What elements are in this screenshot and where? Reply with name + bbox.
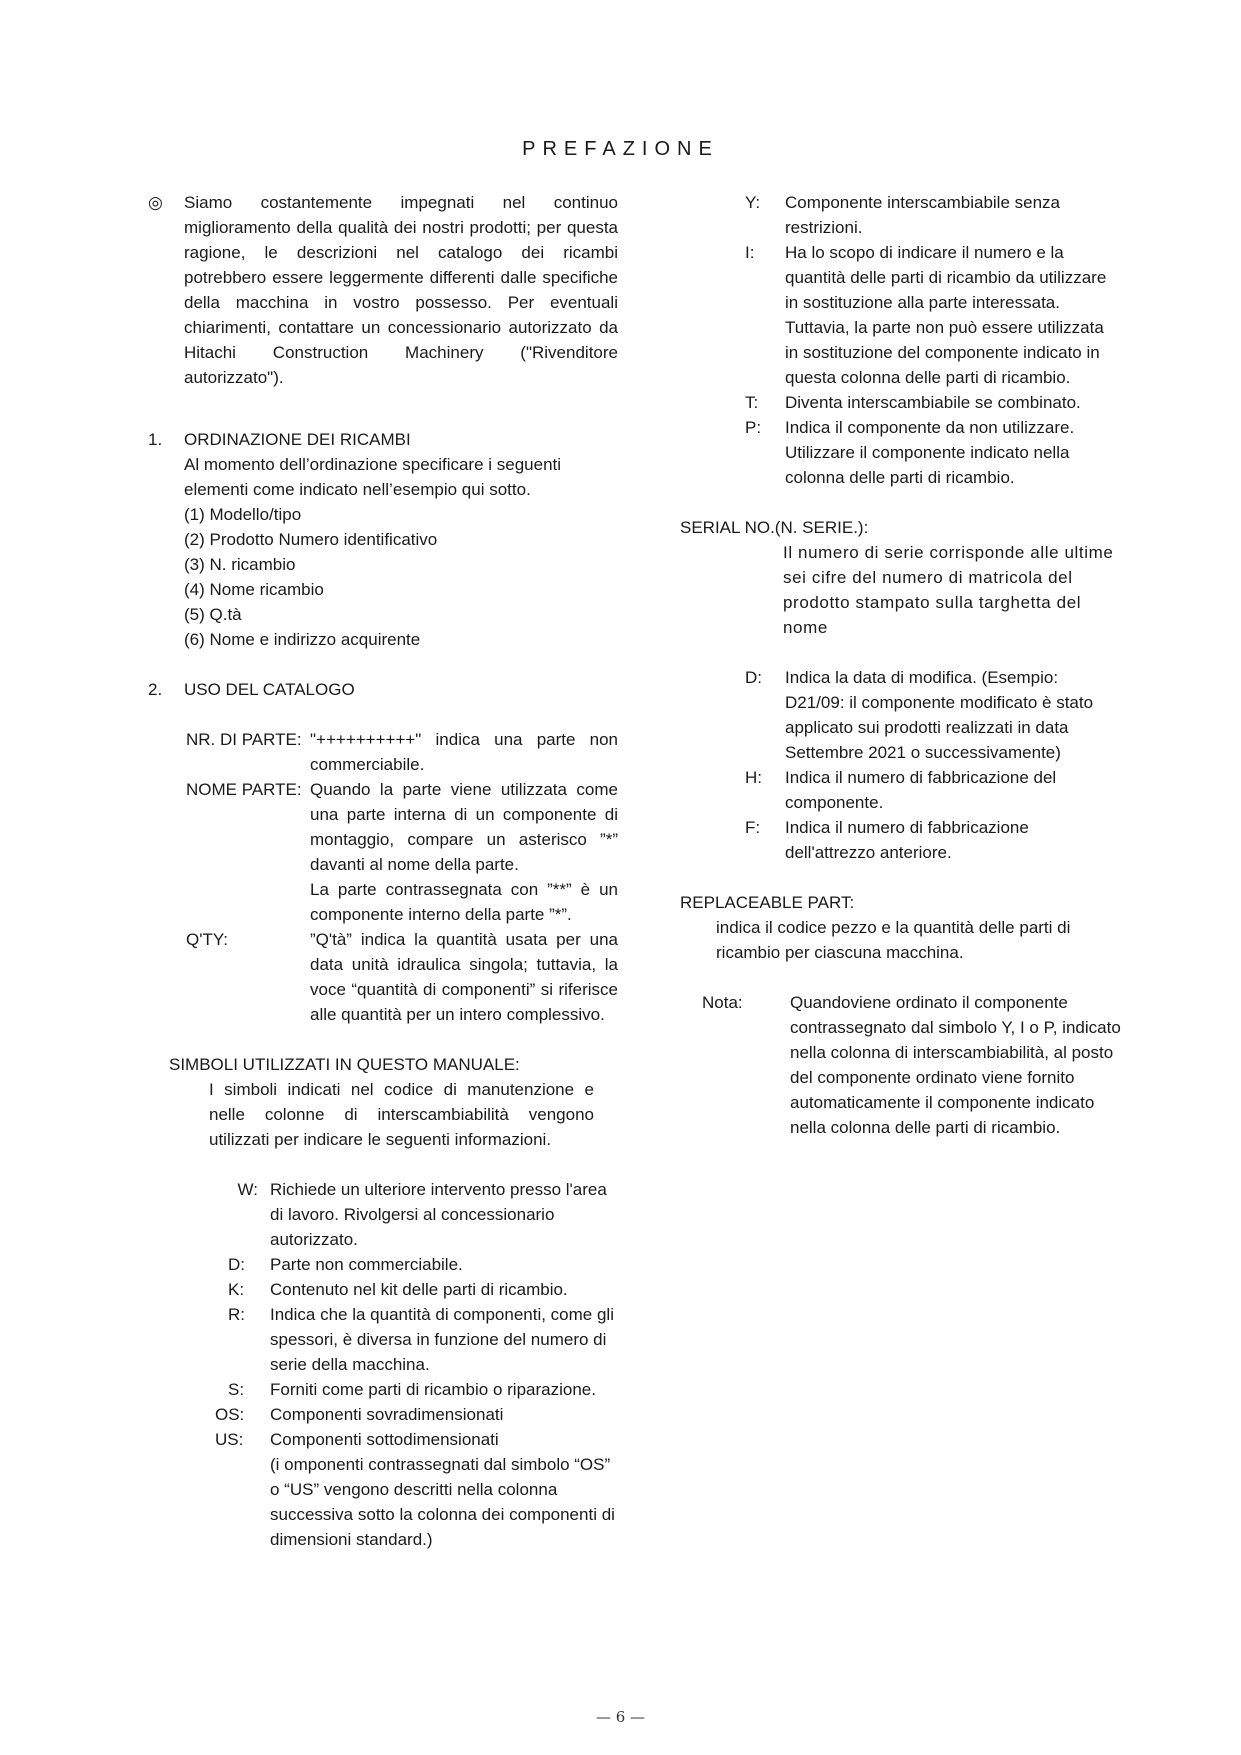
symbol-text: Indica il numero di fabbricazione del componente.	[785, 768, 1057, 812]
order-item: (6) Nome e indirizzo acquirente	[184, 630, 421, 649]
serial-text: Il numero di serie corrisponde alle ultime sei cifre del numero di matricola del prodotto stampato sulla targhetta del nome	[783, 543, 1114, 637]
interchange-row	[745, 390, 1115, 415]
symbol-row	[228, 1302, 618, 1377]
symbol-code: H:	[745, 768, 762, 787]
symbol-code: D:	[745, 668, 762, 687]
symbol-text: Componenti sottodimensionati (i omponenti contrassegnati dal simbolo “OS” o “US” vengono descritti nella colonna successiva sotto la colonna dei componenti di dimensioni standard.)	[270, 1430, 615, 1549]
order-item: (4) Nome ricambio	[184, 580, 324, 599]
symbol-code: Y:	[745, 193, 761, 212]
symbol-code: T:	[745, 393, 759, 412]
definition-list	[148, 727, 618, 1027]
symbol-text: Indica la data di modifica. (Esempio: D21/09: il componente modificato è stato applicato sui prodotti realizzati in data Settembre 2021 o successivamente)	[785, 668, 1094, 762]
interchange-row	[745, 190, 1115, 240]
symbols-heading: SIMBOLI UTILIZZATI IN QUESTO MANUALE:	[169, 1055, 520, 1074]
symbol-text: Componente interscambiabile senza restrizioni.	[785, 193, 1060, 237]
symbol-text: Indica che la quantità di componenti, come gli spessori, è diversa in funzione del numero di serie della macchina.	[270, 1305, 614, 1374]
definition-row	[186, 777, 618, 927]
serial-code-row	[745, 665, 1115, 765]
serial-section	[680, 515, 1150, 640]
symbol-text: Indica il componente da non utilizzare. Utilizzare il componente indicato nella colonna delle parti di ricambio.	[785, 418, 1075, 487]
definition-term: NOME PARTE:	[186, 780, 302, 799]
replaceable-section	[680, 890, 1150, 965]
right-column	[680, 190, 1150, 1140]
serial-codes-list	[680, 665, 1115, 865]
note-text: Quandoviene ordinato il componente contrassegnato dal simbolo Y, I o P, indicato nella colonna di interscambiabilità, al posto del componente ordinato viene fornito automaticamente il componente indicato nella colonna delle parti di ricambio.	[790, 993, 1121, 1137]
symbol-code: R:	[228, 1305, 245, 1324]
section-number: 1.	[148, 430, 163, 449]
definition-desc: ”Q'tà” indica la quantità usata per una data unità idraulica singola; tuttavia, la voce “quantità di componenti” si riferisce alle quantità per un intero complessivo.	[310, 930, 618, 1024]
section-heading: ORDINAZIONE DEI RICAMBI	[184, 430, 411, 449]
symbol-row	[228, 1252, 618, 1277]
symbol-code: W:	[237, 1180, 258, 1199]
symbol-text: Parte non commerciabile.	[270, 1255, 463, 1274]
symbol-code: OS:	[215, 1405, 245, 1424]
symbol-text: Forniti come parti di ricambio o riparazione.	[270, 1380, 596, 1399]
symbols-section	[148, 1052, 618, 1152]
symbol-row	[228, 1177, 618, 1252]
section-heading: USO DEL CATALOGO	[184, 680, 355, 699]
symbol-text: Componenti sovradimensionati	[270, 1405, 504, 1424]
double-circle-icon: ◎	[148, 193, 163, 212]
definition-desc: "++++++++++" indica una parte non commerciabile.	[310, 730, 618, 774]
page-title: PREFAZIONE	[522, 138, 719, 160]
serial-code-row	[745, 765, 1115, 815]
symbol-row	[215, 1402, 618, 1427]
left-column	[148, 190, 618, 1552]
order-item: (2) Prodotto Numero identificativo	[184, 530, 438, 549]
note-label: Nota:	[702, 993, 743, 1012]
section-catalog-use	[148, 677, 618, 702]
definition-desc: Quando la parte viene utilizzata come una parte interna di un componente di montaggio, compare un asterisco ”*” davanti al nome della parte. La parte contrassegnata con ”**” è un componente interno della parte ”*”.	[310, 780, 618, 924]
replaceable-text: indica il codice pezzo e la quantità delle parti di ricambio per ciascuna macchina.	[716, 918, 1071, 962]
symbol-text: Diventa interscambiabile se combinato.	[785, 393, 1081, 412]
order-item: (1) Modello/tipo	[184, 505, 302, 524]
symbol-text: Contenuto nel kit delle parti di ricambio.	[270, 1280, 568, 1299]
order-item: (3) N. ricambio	[184, 555, 296, 574]
symbols-list	[148, 1177, 618, 1552]
symbol-row	[215, 1427, 618, 1552]
order-item: (5) Q.tà	[184, 605, 242, 624]
definition-term: NR. DI PARTE:	[186, 730, 302, 749]
symbol-code: K:	[228, 1280, 245, 1299]
replaceable-heading: REPLACEABLE PART:	[680, 893, 855, 912]
interchange-list	[680, 190, 1115, 490]
definition-term: Q'TY:	[186, 930, 228, 949]
symbol-code: P:	[745, 418, 762, 437]
intro-paragraph	[148, 190, 618, 390]
section-ordering	[148, 427, 618, 652]
symbol-row	[228, 1277, 618, 1302]
section-text: Al momento dell’ordinazione specificare i seguenti elementi come indicato nell’esempio qui sotto.	[184, 455, 562, 499]
symbol-row	[228, 1377, 618, 1402]
definition-row	[186, 727, 618, 777]
symbol-code: D:	[228, 1255, 245, 1274]
definition-row	[186, 927, 618, 1027]
note	[680, 990, 1150, 1140]
symbol-code: S:	[228, 1380, 245, 1399]
symbol-text: Indica il numero di fabbricazione dell'attrezzo anteriore.	[785, 818, 1029, 862]
symbol-code: F:	[745, 818, 761, 837]
serial-code-row	[745, 815, 1115, 865]
symbol-code: I:	[745, 243, 755, 262]
interchange-row	[745, 240, 1115, 390]
page-number: — 6 —	[595, 1708, 646, 1726]
section-number: 2.	[148, 680, 163, 699]
symbol-text: Richiede un ulteriore intervento presso l'area di lavoro. Rivolgersi al concessionario autorizzato.	[270, 1180, 607, 1249]
symbol-code: US:	[215, 1430, 244, 1449]
symbol-text: Ha lo scopo di indicare il numero e la quantità delle parti di ricambio da utilizzare in sostituzione alla parte interessata. Tuttavia, la parte non può essere utilizzata in sostituzione del componente indicato in questa colonna delle parti di ricambio.	[785, 243, 1107, 387]
intro-text: Siamo costantemente impegnati nel continuo miglioramento della qualità dei nostri prodotti; per questa ragione, le descrizioni nel catalogo dei ricambi potrebbero essere leggermente differenti dalle specifiche della macchina in vostro possesso. Per eventuali chiarimenti, contattare un concessionario autorizzato da Hitachi Construction Machinery ("Rivenditore autorizzato").	[184, 193, 618, 387]
symbols-text: I simboli indicati nel codice di manutenzione e nelle colonne di interscambiabilità vengono utilizzati per indicare le seguenti informazioni.	[209, 1080, 594, 1149]
serial-heading: SERIAL NO.(N. SERIE.):	[680, 518, 869, 537]
interchange-row	[745, 415, 1115, 490]
